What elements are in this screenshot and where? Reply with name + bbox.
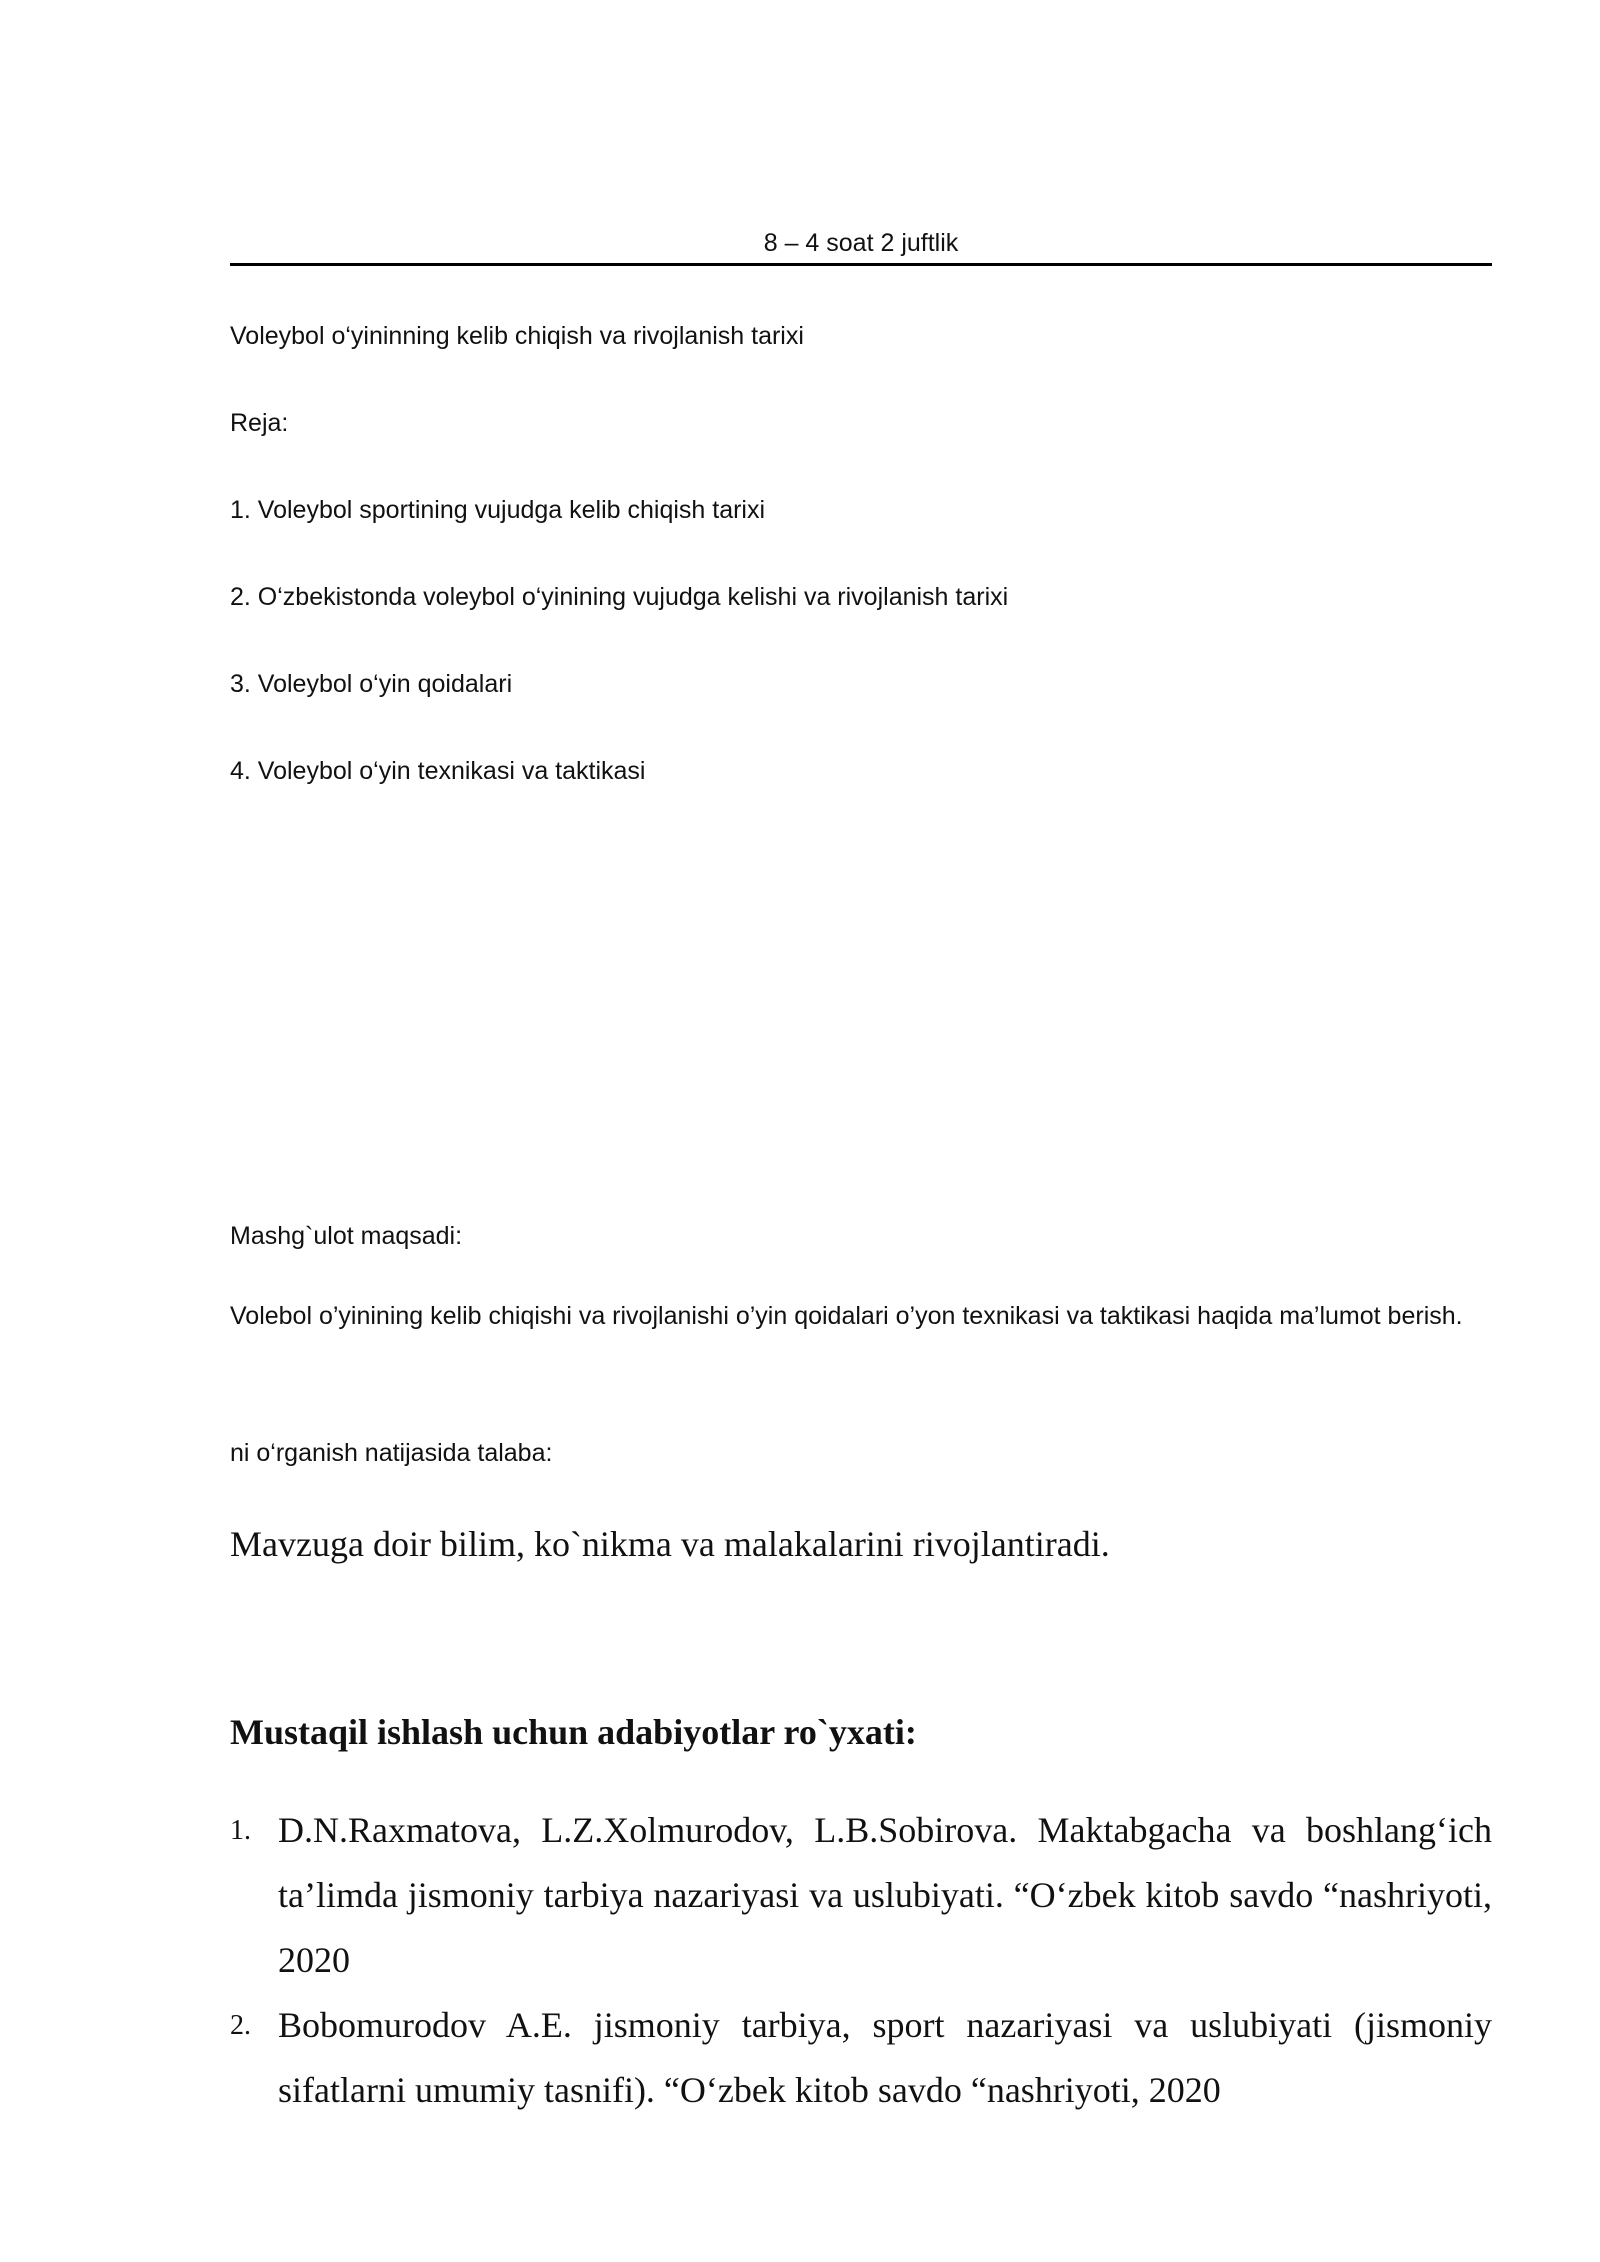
reference-text: Bobomurodov A.E. jismoniy tarbiya, sport nazariyasi va uslubiyati (jismoniy sifatlarni umumiy tasnifi). “O‘zbek kitob savdo “nashriyoti, 2020 [278,2005,1492,2110]
references-heading: Mustaqil ishlash uchun adabiyotlar ro`yxati: [230,1712,917,1752]
reference-item [230,1798,1492,1993]
reference-number: 2. [230,2010,251,2041]
reference-item [230,1993,1492,2123]
plan-item-1: 1. Voleybol sportining vujudga kelib chiqish tarixi [230,496,766,524]
plan-item-4: 4. Voleybol o‘yin texnikasi va taktikasi [230,757,646,785]
outcome-label: ni o‘rganish natijasida talaba: [230,1439,553,1467]
references-list [230,1798,1492,2123]
topic-title: Voleybol o‘yininning kelib chiqish va rivojlanish tarixi [230,322,804,350]
reference-number: 1. [230,1815,251,1846]
plan-item-2: 2. O‘zbekistonda voleybol o‘yinining vujudga kelishi va rivojlanish tarixi [230,583,1009,611]
plan-label: Reja: [230,409,289,437]
page-header: 8 – 4 soat 2 juftlik [763,229,959,257]
goal-text: Volebol o’yinining kelib chiqishi va rivojlanishi o’yin qoidalari o’yon texnikasi va taktikasi haqida ma’lumot berish. [230,1302,1463,1330]
header-divider [230,263,1492,266]
outcome-text: Mavzuga doir bilim, ko`nikma va malakalarini rivojlantiradi. [230,1524,1110,1564]
goal-label: Mashg`ulot maqsadi: [230,1222,463,1250]
reference-text: D.N.Raxmatova, L.Z.Xolmurodov, L.B.Sobirova. Maktabgacha va boshlang‘ich ta’limda jismoniy tarbiya nazariyasi va uslubiyati. “O‘zbek kitob savdo “nashriyoti, 2020 [278,1810,1492,1980]
plan-item-3: 3. Voleybol o‘yin qoidalari [230,670,513,698]
